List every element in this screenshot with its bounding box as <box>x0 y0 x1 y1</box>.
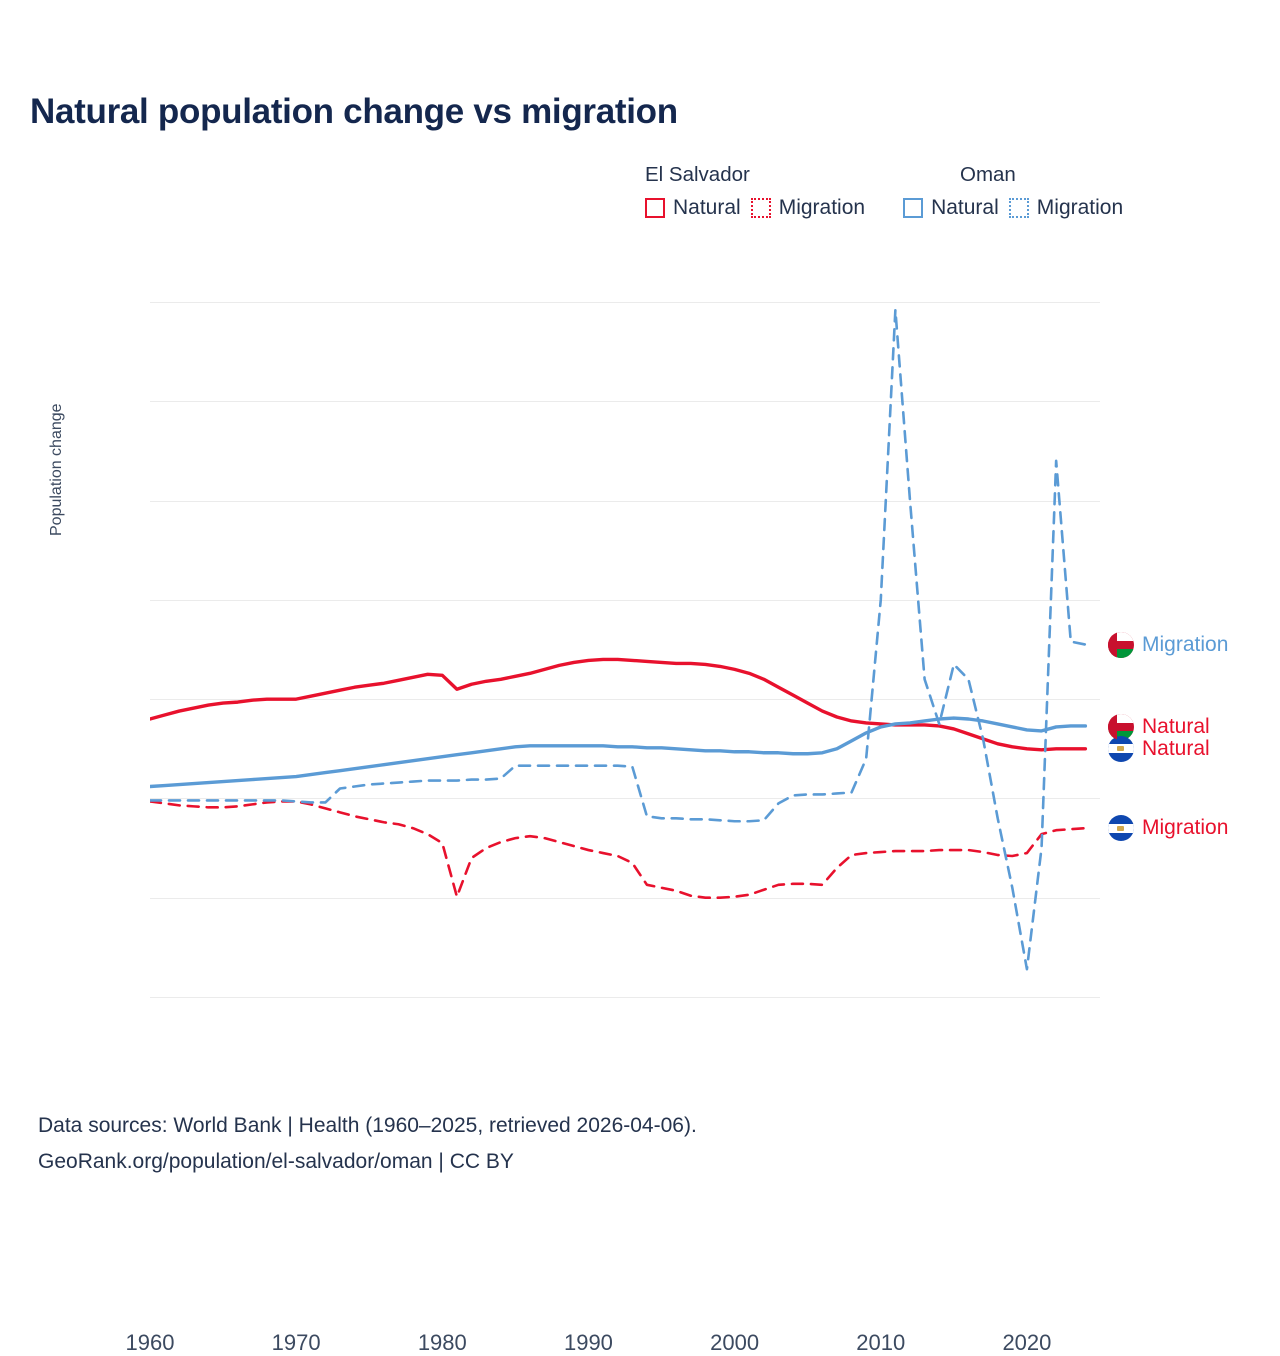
chart-footer <box>38 1108 697 1180</box>
legend-key-oman-migration[interactable] <box>1009 196 1123 220</box>
x-tick-label: 1970 <box>271 1330 321 1355</box>
dotted-line-swatch-icon <box>751 198 771 218</box>
legend-group-title-oman: Oman <box>960 163 1016 186</box>
end-label-text: Migration <box>1142 816 1229 840</box>
legend-group-title-el-salvador: El Salvador <box>645 163 750 186</box>
flag-detail <box>1117 826 1124 831</box>
legend-key-label: Natural <box>931 196 999 219</box>
y-axis-label: Population change <box>48 403 65 536</box>
flag-detail <box>1108 714 1117 740</box>
page-title: Natural population change vs migration <box>30 92 678 131</box>
footer-line-sources: Data sources: World Bank | Health (1960–2025, retrieved 2026-04-06). <box>38 1114 697 1137</box>
line-swatch-icon <box>645 198 665 218</box>
series-line-el-salvador-natural <box>150 659 1085 749</box>
x-tick-label: 2000 <box>710 1330 760 1355</box>
flag-detail <box>1117 746 1124 751</box>
legend-key-el-salvador-migration[interactable] <box>751 196 865 220</box>
series-end-labels <box>1108 302 1280 1002</box>
flag-el-salvador-icon <box>1108 815 1134 841</box>
legend-key-oman-natural[interactable] <box>903 196 999 220</box>
x-tick-label: 2010 <box>856 1330 906 1355</box>
footer-line-attribution: GeoRank.org/population/el-salvador/oman | CC BY <box>38 1150 514 1173</box>
end-label-text: Migration <box>1142 632 1229 656</box>
end-label-el-salvador-migration[interactable] <box>1108 815 1228 841</box>
x-tick-label: 1960 <box>125 1330 175 1355</box>
series-line-el-salvador-migration <box>150 801 1085 897</box>
flag-oman-icon <box>1108 632 1134 658</box>
end-label-text: Natural <box>1142 714 1210 738</box>
end-label-el-salvador-natural[interactable] <box>1108 736 1210 762</box>
x-tick-label: 1980 <box>417 1330 467 1355</box>
x-tick-label: 2020 <box>1002 1330 1052 1355</box>
x-tick-label: 1990 <box>563 1330 613 1355</box>
gridline <box>150 997 1100 998</box>
legend-key-el-salvador-natural[interactable] <box>645 196 741 220</box>
line-swatch-icon <box>903 198 923 218</box>
legend-key-label: Migration <box>1036 196 1124 219</box>
chart-series-lines <box>150 302 1100 997</box>
legend-key-label: Migration <box>778 196 866 219</box>
chart-legend <box>645 163 1275 220</box>
series-line-oman-migration <box>150 310 1085 969</box>
legend-key-label: Natural <box>673 196 741 219</box>
dotted-line-swatch-icon <box>1009 198 1029 218</box>
end-label-text: Natural <box>1142 736 1210 760</box>
end-label-oman-migration[interactable] <box>1108 632 1228 658</box>
flag-detail <box>1108 632 1117 658</box>
